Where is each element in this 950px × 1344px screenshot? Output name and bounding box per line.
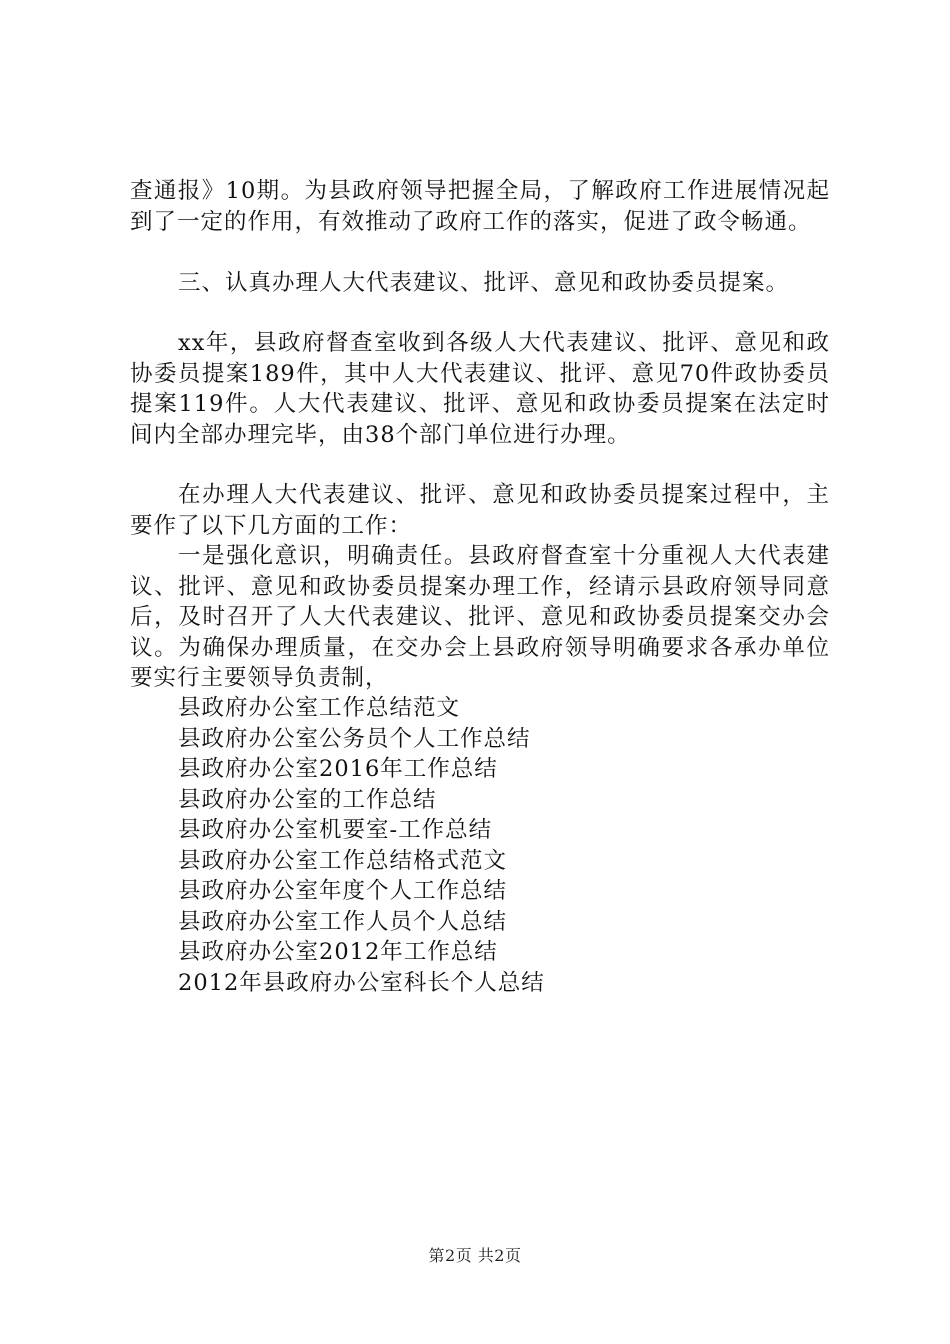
related-article-link[interactable]: 县政府办公室工作人员个人总结 bbox=[178, 908, 508, 935]
page-number-footer: 第2页 共2页 bbox=[428, 1246, 522, 1265]
paragraph-point-one: 一是强化意识，明确责任。县政府督查室十分重视人大代表建议、批评、意见和政协委员提案办理工作，经请示县政府领导同意后，及时召开了人大代表建议、批评、意见和政协委员提案交办会议。为确保办理质量，在交办会上县政府领导明确要求各承办单位要实行主要领导负责制， bbox=[130, 543, 830, 691]
related-article-link[interactable]: 县政府办公室工作总结格式范文 bbox=[178, 847, 508, 874]
paragraph-statistics: xx年，县政府督查室收到各级人大代表建议、批评、意见和政协委员提案189件，其中人大代表建议、批评、意见70件政协委员提案119件。人大代表建议、批评、意见和政协委员提案在法定时间内全部办理完毕，由38个部门单位进行办理。 bbox=[130, 330, 830, 448]
related-article-link[interactable]: 县政府办公室2012年工作总结 bbox=[178, 939, 498, 965]
related-article-link[interactable]: 县政府办公室的工作总结 bbox=[178, 786, 437, 813]
related-article-link[interactable]: 县政府办公室机要室-工作总结 bbox=[178, 817, 493, 843]
related-article-link[interactable]: 2012年县政府办公室科长个人总结 bbox=[178, 969, 545, 996]
related-articles-list bbox=[178, 693, 545, 998]
related-article-link[interactable]: 县政府办公室公务员个人工作总结 bbox=[178, 725, 531, 752]
related-article-link[interactable]: 县政府办公室工作总结范文 bbox=[178, 695, 461, 721]
section-heading: 三、认真办理人大代表建议、批评、意见和政协委员提案。 bbox=[178, 270, 790, 296]
related-article-link[interactable]: 县政府办公室2016年工作总结 bbox=[178, 756, 498, 782]
paragraph-continuation: 查通报》10期。为县政府领导把握全局，了解政府工作进展情况起到了一定的作用，有效推动了政府工作的落实，促进了政令畅通。 bbox=[130, 178, 830, 235]
related-article-link[interactable]: 县政府办公室年度个人工作总结 bbox=[178, 878, 508, 904]
paragraph-intro: 在办理人大代表建议、批评、意见和政协委员提案过程中，主要作了以下几方面的工作： bbox=[130, 482, 830, 539]
